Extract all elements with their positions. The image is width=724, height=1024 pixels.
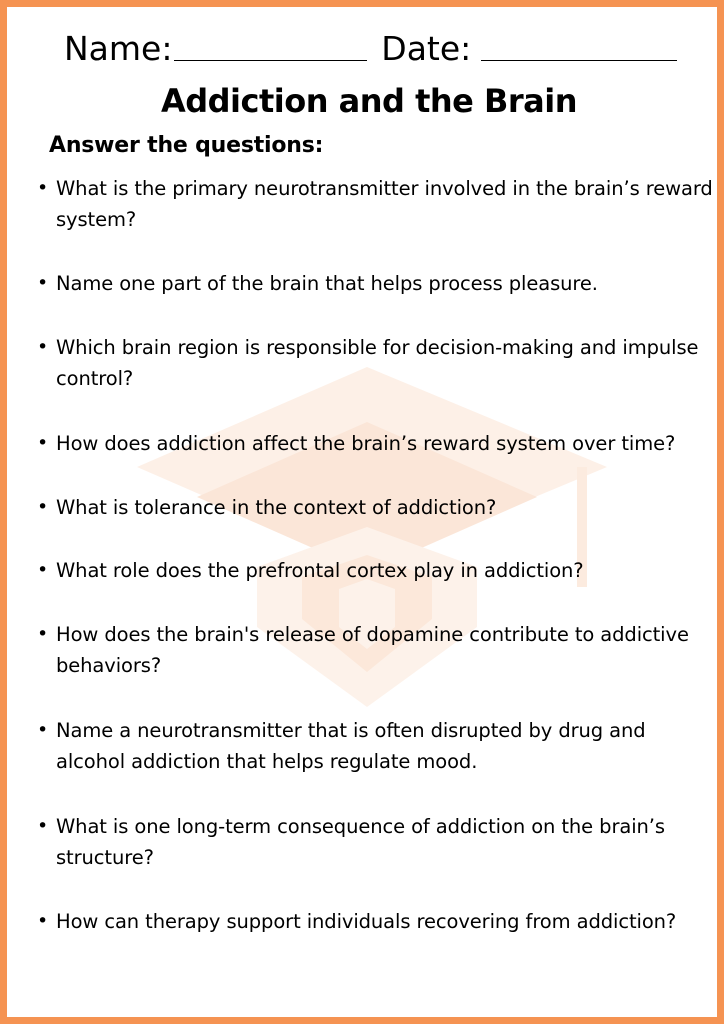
bullet-icon: •: [37, 910, 49, 932]
bullet-icon: •: [37, 496, 49, 518]
bullet-icon: •: [37, 719, 49, 741]
question-item: [35, 555, 715, 586]
date-label: Date:: [381, 29, 472, 68]
name-date-header: [64, 25, 677, 69]
question-item: [35, 715, 715, 777]
worksheet-title: Addiction and the Brain: [160, 82, 578, 120]
bullet-icon: •: [37, 623, 49, 645]
question-text: How can therapy support individuals recovering from addiction?: [56, 910, 677, 933]
name-label: Name:: [64, 29, 173, 68]
instructions-heading: Answer the questions:: [49, 133, 324, 158]
name-blank-line[interactable]: [174, 60, 367, 61]
bullet-icon: •: [37, 177, 49, 199]
date-blank-line[interactable]: [481, 60, 677, 61]
question-text: Which brain region is responsible for decision-making and impulse control?: [56, 336, 699, 390]
bullet-icon: •: [37, 272, 49, 294]
question-item: [35, 428, 715, 459]
question-text: How does the brain's release of dopamine contribute to addictive behaviors?: [56, 623, 689, 677]
question-text: What is one long-term consequence of addiction on the brain’s structure?: [56, 815, 665, 869]
question-text: What role does the prefrontal cortex play in addiction?: [56, 559, 584, 582]
question-item: [35, 906, 715, 937]
question-item: [35, 173, 715, 235]
question-item: [35, 332, 715, 394]
question-item: [35, 268, 715, 299]
bullet-icon: •: [37, 336, 49, 358]
question-item: [35, 492, 715, 523]
bullet-icon: •: [37, 432, 49, 454]
bullet-icon: •: [37, 559, 49, 581]
question-text: What is the primary neurotransmitter involved in the brain’s reward system?: [56, 177, 713, 231]
question-text: Name a neurotransmitter that is often disrupted by drug and alcohol addiction that helps regulate mood.: [56, 719, 646, 773]
question-text: How does addiction affect the brain’s reward system over time?: [56, 432, 676, 455]
question-item: [35, 619, 715, 681]
question-item: [35, 811, 715, 873]
question-text: Name one part of the brain that helps process pleasure.: [56, 272, 598, 295]
bullet-icon: •: [37, 815, 49, 837]
question-text: What is tolerance in the context of addiction?: [56, 496, 497, 519]
